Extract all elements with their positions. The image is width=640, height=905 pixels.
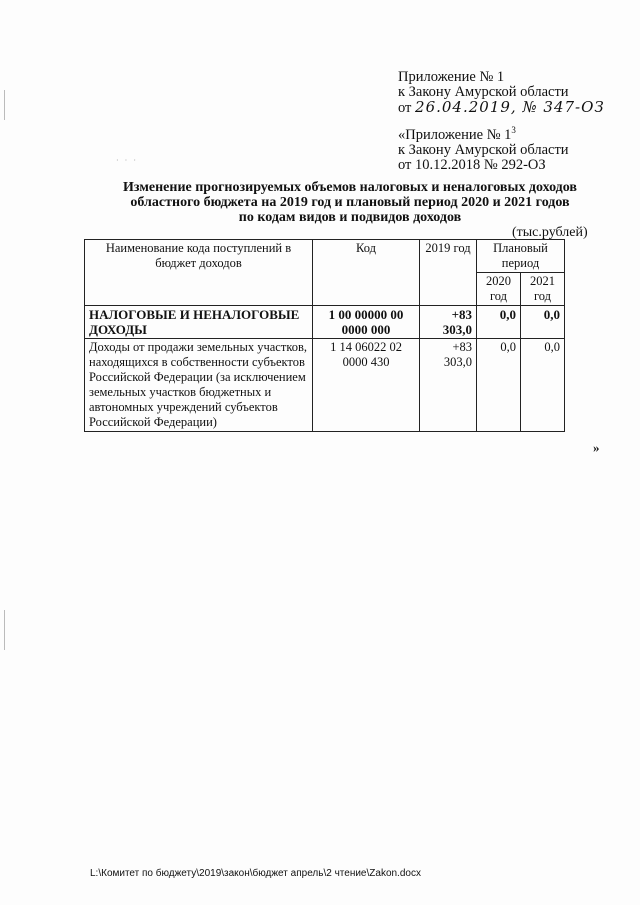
title-line1: Изменение прогнозируемых объемов налоговых и неналоговых доходов	[123, 180, 577, 195]
header-2021: 2021 год	[521, 273, 565, 306]
row-name: Доходы от продажи земельных участков, находящихся в собственности субъектов Российской Федерации (за исключением земельных участков бюджетных и автономных учреждений субъектов Российской Федерации)	[85, 339, 313, 432]
header-plan-period: Плановый период	[477, 240, 565, 273]
table-row	[85, 339, 565, 432]
handwritten-date-number: 26.04.2019, № 347-ОЗ	[415, 98, 605, 116]
row-2021: 0,0	[521, 339, 565, 432]
footer-file-path: L:\Комитет по бюджету\2019\закон\бюджет апрель\2 чтение\Zakon.docx	[90, 868, 421, 879]
attachment-1-date-prefix: от	[398, 100, 412, 116]
header-2020: 2020 год	[477, 273, 521, 306]
row-2019: +83 303,0	[420, 339, 477, 432]
row-name: НАЛОГОВЫЕ И НЕНАЛОГОВЫЕ ДОХОДЫ	[85, 306, 313, 339]
header-2019: 2019 год	[420, 240, 477, 306]
closing-quote: »	[593, 440, 600, 455]
row-2021: 0,0	[521, 306, 565, 339]
attachment-1-line3	[398, 100, 605, 116]
scan-edge-mark	[4, 610, 5, 650]
attachment-13-line1	[398, 125, 569, 143]
revenue-table	[84, 239, 565, 432]
row-2020: 0,0	[477, 339, 521, 432]
attachment-13-sup: 3	[511, 125, 516, 136]
row-2020: 0,0	[477, 306, 521, 339]
table-header-row	[85, 240, 565, 273]
attachment-13-header	[398, 125, 569, 173]
document-title	[80, 180, 620, 225]
row-code: 1 00 00000 00 0000 000	[313, 306, 420, 339]
row-2019: +83 303,0	[420, 306, 477, 339]
header-name: Наименование кода поступлений в бюджет доходов	[85, 240, 313, 306]
attachment-13-line2: к Закону Амурской области	[398, 142, 569, 158]
table-row	[85, 306, 565, 339]
scan-dots: · · ·	[116, 156, 138, 165]
title-line3: по кодам видов и подвидов доходов	[238, 210, 462, 225]
units-label: (тыс.рублей)	[512, 225, 588, 240]
header-code: Код	[313, 240, 420, 306]
attachment-1-header	[398, 70, 605, 116]
attachment-13-title: «Приложение № 1	[398, 127, 512, 143]
row-code: 1 14 06022 02 0000 430	[313, 339, 420, 432]
scan-edge-mark	[4, 90, 5, 120]
attachment-1-line2: к Закону Амурской области	[398, 84, 569, 100]
attachment-13-line3: от 10.12.2018 № 292-ОЗ	[398, 157, 546, 173]
attachment-1-line1: Приложение № 1	[398, 69, 505, 85]
title-line2: областного бюджета на 2019 год и плановый период 2020 и 2021 годов	[130, 195, 570, 210]
